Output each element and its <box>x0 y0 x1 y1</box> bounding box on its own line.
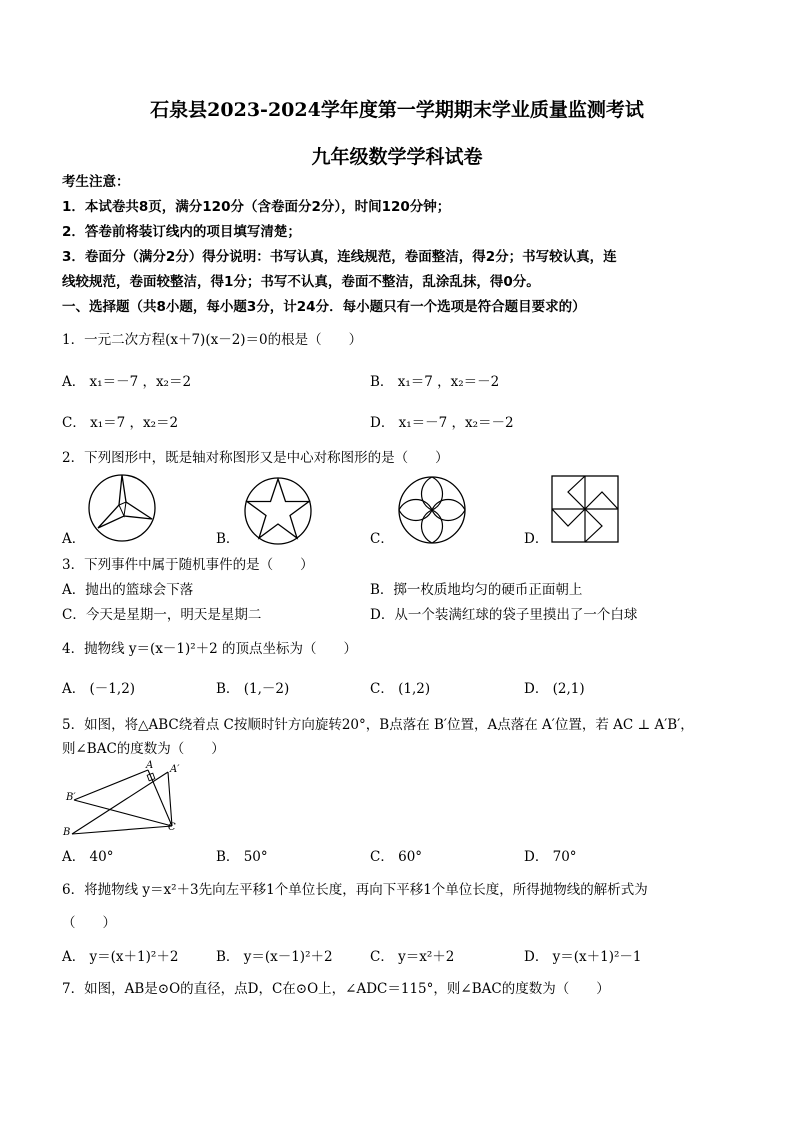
q5-option-b: B． 50° <box>216 849 268 865</box>
notice-item-1: 1．本试卷共8页，满分120分（含卷面分2分），时间120分钟； <box>62 199 451 215</box>
q3-option-d: D．从一个装满红球的袋子里摸出了一个白球 <box>370 607 638 623</box>
q4-option-b: B． (1,－2) <box>216 681 290 697</box>
q1-stem: 1．一元二次方程(x＋7)(x－2)＝0的根是（ ） <box>62 332 363 348</box>
q7-stem: 7．如图，AB是⊙O的直径，点D，C在⊙O上，∠ADC＝115°，则∠BAC的度数为（ ） <box>62 981 610 997</box>
exam-subtitle: 九年级数学学科试卷 <box>311 146 483 168</box>
q6-option-c: C． y＝x²＋2 <box>370 949 455 965</box>
q4-option-d: D． (2,1) <box>524 681 585 697</box>
q4-stem: 4．抛物线 y＝(x－1)²＋2 的顶点坐标为（ ） <box>62 641 358 657</box>
label-A-prime: A′ <box>170 764 180 775</box>
section-heading: 一、选择题（共8小题，每小题3分，计24分．每小题只有一个选项是符合题目要求的） <box>62 299 586 315</box>
q2-option-a: A． <box>62 531 86 547</box>
q5-stem-line2: 则∠BAC的度数为（ ） <box>62 741 225 757</box>
figure-square-pinwheel <box>550 474 620 544</box>
q3-option-c: C．今天是星期一，明天是星期二 <box>62 607 262 623</box>
figure-circle-three-blades <box>86 472 158 544</box>
q6-option-d: D． y＝(x＋1)²－1 <box>524 949 642 965</box>
label-B: B <box>63 827 71 838</box>
figure-circle-petals <box>396 474 468 546</box>
q3-option-b: B．掷一枚质地均匀的硬币正面朝上 <box>370 582 583 598</box>
q4-option-a: A． (－1,2) <box>62 681 136 697</box>
notice-item-3-cont: 线较规范，卷面较整洁，得1分；书写不认真，卷面不整洁，乱涂乱抹，得0分。 <box>62 274 540 290</box>
notice-item-3: 3．卷面分（满分2分）得分说明：书写认真，连线规范，卷面整洁，得2分；书写较认真，连 <box>62 249 617 265</box>
q1-option-b: B． x₁＝7 ，x₂＝－2 <box>370 374 500 390</box>
q6-stem: 6．将抛物线 y＝x²＋3先向左平移1个单位长度，再向下平移1个单位长度，所得抛物线的解析式为 <box>62 882 648 898</box>
q6-option-b: B． y＝(x－1)²＋2 <box>216 949 333 965</box>
notice-item-2: 2．答卷前将装订线内的项目填写清楚； <box>62 224 301 240</box>
q2-option-d: D． <box>524 531 549 547</box>
label-A: A <box>146 760 154 771</box>
figure-circle-star <box>242 474 314 546</box>
q1-option-d: D． x₁＝－7 ，x₂＝－2 <box>370 415 514 431</box>
q3-option-a: A．抛出的篮球会下落 <box>62 582 194 598</box>
q2-option-c: C． <box>370 531 394 547</box>
exam-title: 石泉县2023-2024学年度第一学期期末学业质量监测考试 <box>150 99 644 121</box>
q5-option-c: C． 60° <box>370 849 423 865</box>
q6-paren: （ ） <box>62 915 116 931</box>
q1-option-a: A． x₁＝－7 ，x₂＝2 <box>62 374 192 390</box>
q4-option-c: C． (1,2) <box>370 681 431 697</box>
notice-heading: 考生注意： <box>62 174 130 190</box>
label-B-prime: B′ <box>66 792 76 803</box>
q1-option-c: C． x₁＝7 ，x₂＝2 <box>62 415 179 431</box>
label-C: C <box>168 822 176 833</box>
q5-option-d: D． 70° <box>524 849 577 865</box>
q3-stem: 3．下列事件中属于随机事件的是（ ） <box>62 557 314 573</box>
q6-option-a: A． y＝(x＋1)²＋2 <box>62 949 179 965</box>
q2-stem: 2．下列图形中，既是轴对称图形又是中心对称图形的是（ ） <box>62 450 449 466</box>
q5-stem-line1: 5．如图，将△ABC绕着点 C按顺时针方向旋转20°，B点落在 B′位置，A点落在 A′位置，若 AC ⊥ A′B′， <box>62 717 694 733</box>
q5-option-a: A． 40° <box>62 849 114 865</box>
q2-option-b: B． <box>216 531 240 547</box>
